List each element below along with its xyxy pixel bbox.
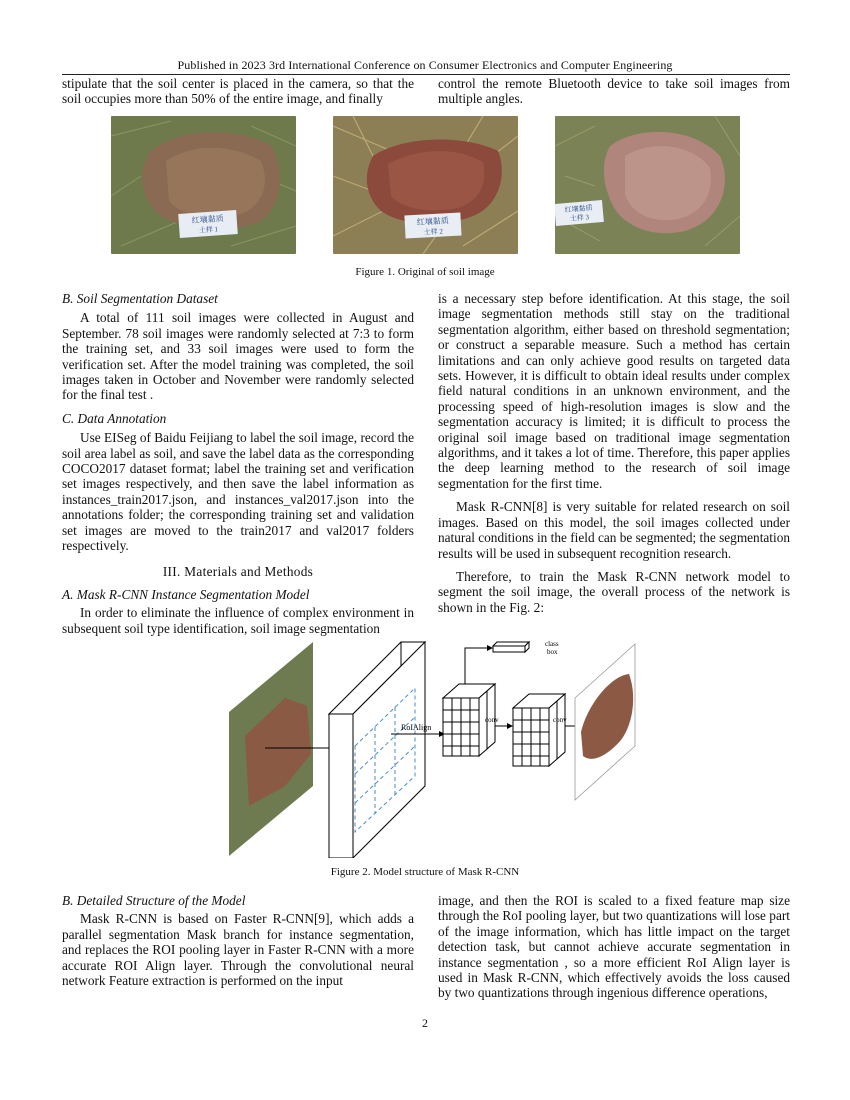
left-column-middle: [62, 291, 414, 636]
soil-label-2-line1: 红壤黏质: [416, 216, 449, 227]
soil-label-3-line1: 红壤黏质: [564, 203, 593, 215]
input-soil-image: [229, 642, 313, 856]
page-number: 2: [422, 1016, 428, 1030]
fc-layer: [493, 642, 529, 652]
heading-detailed-structure: B. Detailed Structure of the Model: [62, 893, 246, 908]
paragraph-mask-rcnn-suitable: Mask R-CNN[8] is very suitable for related research on soil images. Based on this model, the soil images collected under natural conditions in the field can be segmented; the segmentation results will be used in subsequent recognition research.: [438, 499, 790, 561]
paragraph-fig2-intro: Therefore, to train the Mask R-CNN network model to segment the soil image, the overall process of the network is shown in the Fig. 2:: [438, 568, 790, 615]
header-rule: [62, 74, 790, 75]
left-column-bottom: [62, 893, 414, 988]
class-label: class: [545, 640, 559, 648]
soil-photo-2: [333, 116, 518, 254]
arrow-to-class-box: [465, 648, 487, 684]
paragraph-detailed-structure: Mask R-CNN is based on Faster R-CNN[9], which adds a parallel segmentation Mask branch for instance segmentation, and replaces the ROI pooling layer in Faster R-CNN with a more accurate ROI Align layer. Through the convolutional neural network Feature extraction is performed on the input: [62, 911, 414, 989]
heading-data-annotation: C. Data Annotation: [62, 410, 167, 426]
soil-photo-3: [555, 116, 740, 254]
roialign-label: RoIAlign: [401, 723, 432, 732]
paragraph-mask-rcnn-intro: In order to eliminate the influence of complex environment in subsequent soil type identification, soil image segmentation: [62, 605, 414, 636]
figure-2-diagram: [225, 636, 645, 858]
box-label: box: [547, 648, 558, 656]
top-left-paragraph: stipulate that the soil center is placed in the camera, so that the soil occupies more than 50% of the entire image, and finally: [62, 76, 414, 107]
heading-mask-rcnn-model: A. Mask R-CNN Instance Segmentation Model: [62, 586, 310, 602]
conv-label-1: conv: [485, 716, 499, 724]
right-column-middle: [438, 291, 790, 615]
heading-section-iii: III. Materials and Methods: [162, 563, 314, 579]
paragraph-annotation: Use EISeg of Baidu Feijiang to label the soil image, record the soil area label as soil, and save the label data as the corresponding COCO2017 dataset format; label the training set and verification set images respectively, and then save the label information as instances_train2017.json, and instances_val2017.json into the annotations folder; the corresponding training set and validation set images are moved to the train2017 and val2017 folders respectively.: [62, 430, 414, 554]
soil-photo-1: [111, 116, 296, 254]
paragraph-dataset: A total of 111 soil images were collected in August and September. 78 soil images were randomly selected at 7:3 to form the training set, and 33 soil images were used to form the verification set. After the model training was completed, the soil images taken in October and November were randomly selected for the final test .: [62, 310, 414, 403]
soil-label-3-line2: 土样 3: [569, 213, 590, 223]
heading-soil-segmentation-dataset: B. Soil Segmentation Dataset: [62, 291, 218, 306]
figure-2-caption: Figure 2. Model structure of Mask R-CNN: [330, 866, 520, 878]
paragraph-roi-align: image, and then the ROI is scaled to a fixed feature map size through the RoI pooling layer, but two quantizations will lose part of the image information, which has little impact on the target detection task, but cannot achieve accurate segmentation in instance segmentation , so a more efficient RoI Align layer is used in Mask R-CNN, which effectively avoids the loss caused by two quantizations through ingenious difference operations,: [438, 893, 790, 1001]
soil-label-2-line2: 土样 2: [423, 227, 444, 237]
right-column-bottom: [438, 893, 790, 1001]
feature-map-block: [329, 642, 425, 858]
running-header: Published in 2023 3rd International Conference on Consumer Electronics and Computer Engineering: [177, 58, 673, 72]
paragraph-segmentation-methods: is a necessary step before identification. At this stage, the soil image segmentation methods still stay on the traditional segmentation algorithm, either based on threshold segmentation; or construct a separable measure. Such a method has certain limitations and can only achieve good results on targeted data sets. However, it is difficult to obtain ideal results under complex field natural conditions in an unknown environment, and the processing speed of high-resolution images is slow and the segmentation accuracy is limited; it is difficult to process the original soil image based on traditional image segmentation algorithms, and it takes a lot of time. Therefore, this paper applies the deep learning method to the research of soil image segmentation for the first time.: [438, 291, 790, 491]
roi-feature-block-2: [513, 694, 565, 766]
soil-label-1-line1: 红壤黏质: [191, 213, 224, 226]
soil-label-1-line2: 土样 1: [198, 225, 219, 235]
output-mask-image: [575, 644, 635, 800]
top-right-paragraph: control the remote Bluetooth device to take soil images from multiple angles.: [438, 76, 790, 107]
figure-1-caption: Figure 1. Original of soil image: [355, 266, 495, 278]
conv-label-2: conv: [553, 716, 567, 724]
